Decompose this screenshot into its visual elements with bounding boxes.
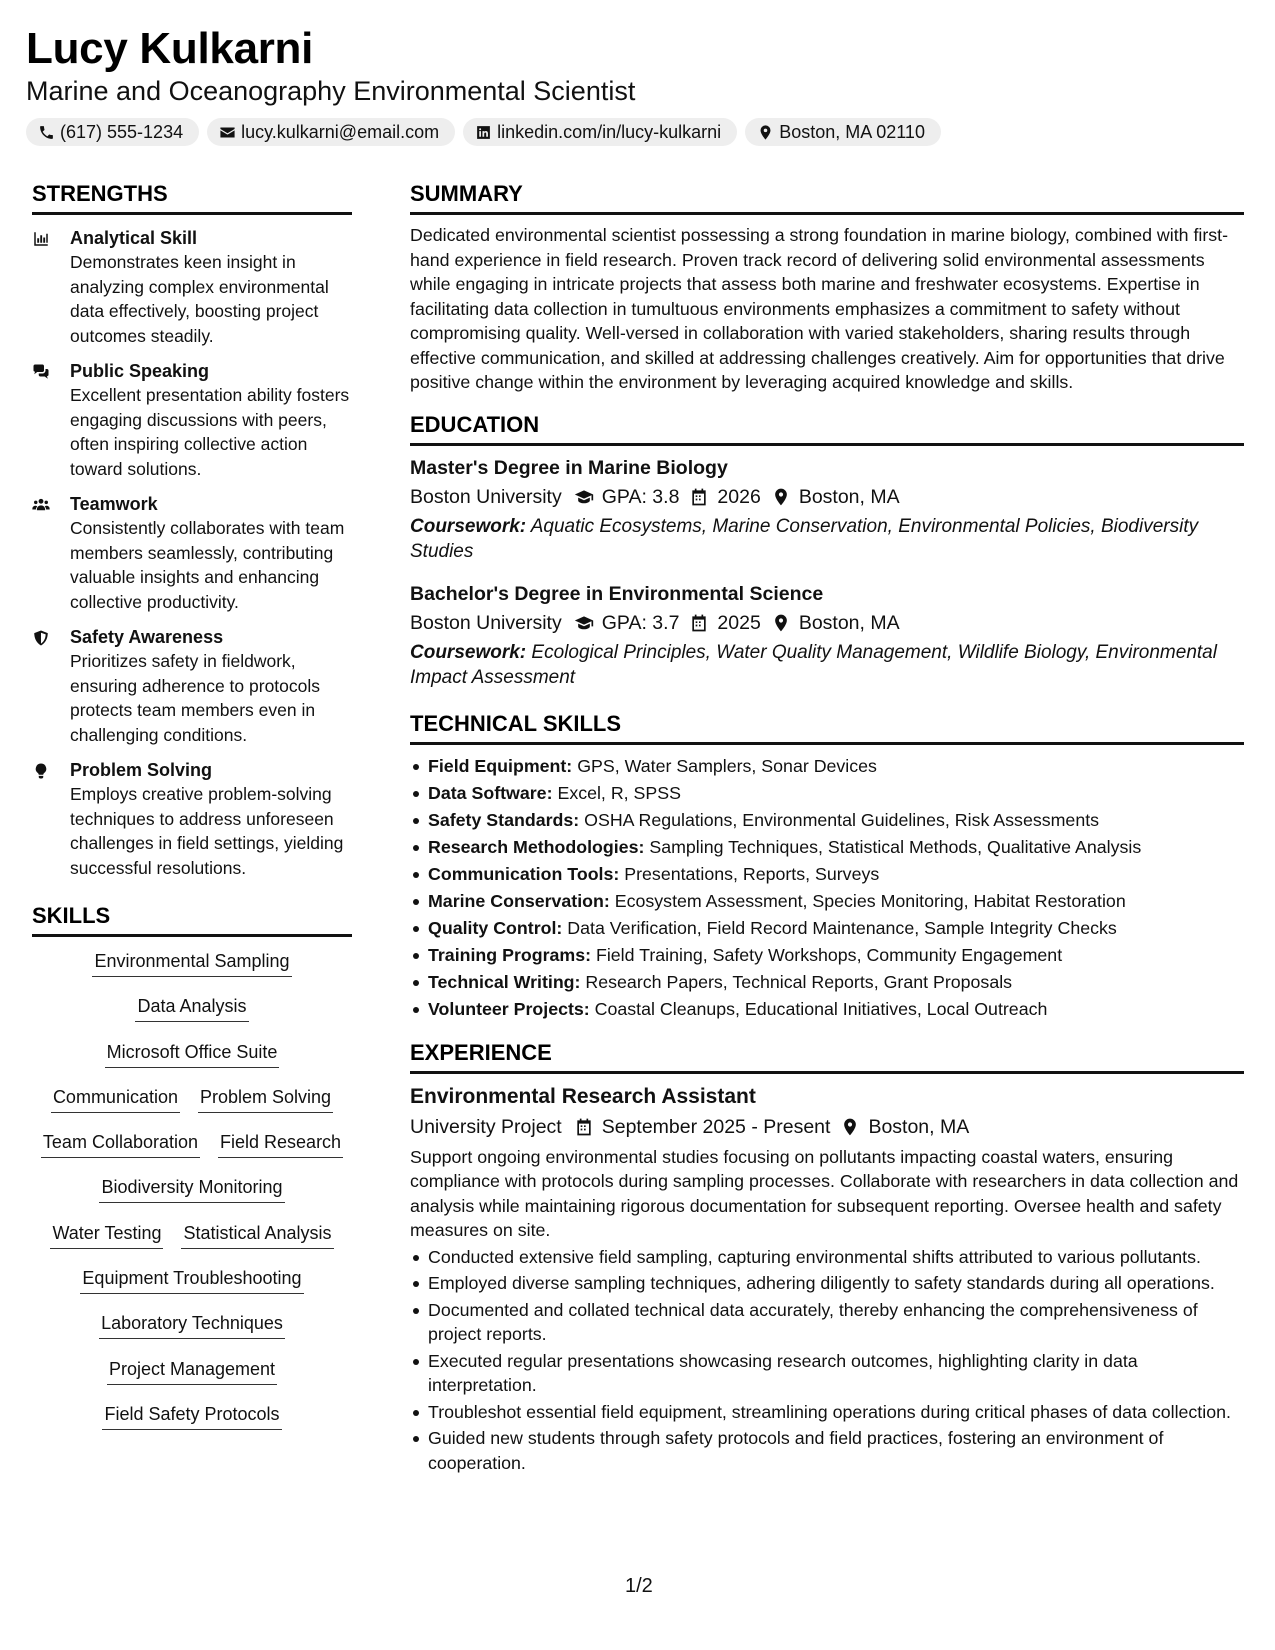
skill-row <box>92 949 291 994</box>
list-item <box>410 942 1244 969</box>
skill-row <box>99 1175 284 1220</box>
skill-row <box>99 1311 285 1356</box>
graduation-year: 2026 <box>717 485 761 508</box>
skill-tag: Water Testing <box>50 1221 163 1249</box>
education-item <box>410 580 1244 690</box>
tech-skill-value: Presentations, Reports, Surveys <box>624 863 880 884</box>
job-bullets <box>410 1245 1244 1476</box>
tech-skill-value: OSHA Regulations, Environmental Guidelines, Risk Assessments <box>584 809 1100 830</box>
strength-title: Problem Solving <box>70 760 213 780</box>
page-number: 1/2 <box>625 1575 653 1597</box>
summary-heading: SUMMARY <box>410 180 1244 215</box>
skill-row <box>51 1085 333 1130</box>
location-pin-icon <box>771 613 791 633</box>
strength-item <box>32 759 352 880</box>
left-column <box>32 180 352 1447</box>
contact-bar <box>26 118 1256 146</box>
strength-desc: Excellent presentation ability fosters engaging discussions with peers, often inspiring collective action toward solutions. <box>70 385 350 479</box>
tech-skill-label: Technical Writing: <box>428 971 581 992</box>
contact-phone-text: (617) 555-1234 <box>60 121 184 142</box>
envelope-icon <box>219 124 236 141</box>
education-meta <box>410 482 1244 512</box>
skill-tag: Equipment Troubleshooting <box>80 1266 303 1294</box>
list-item <box>410 861 1244 888</box>
gpa: GPA: 3.8 <box>601 485 680 508</box>
job-org: University Project <box>410 1115 562 1138</box>
strength-title: Safety Awareness <box>70 627 224 647</box>
graduation-year: 2025 <box>717 611 761 634</box>
coursework <box>410 640 1244 690</box>
technical-skills-list <box>410 753 1244 1023</box>
tech-skill-value: Sampling Techniques, Statistical Methods, Qualitative Analysis <box>649 836 1142 857</box>
skill-tag: Team Collaboration <box>41 1130 200 1158</box>
summary-text: Dedicated environmental scientist possessing a strong foundation in marine biology, combined with first-hand experience in field research. Proven track record of delivering solid environmental assessments while engaging in intricate projects that assess both marine and freshwater ecosystems. Expertise in facilitating data collection in tumultuous environments emphasizes a commitment to safety without compromising quality. Well-versed in collaboration with varied stakeholders, sharing results through effective communication, and skilled at addressing challenges creatively. Aim for opportunities that drive positive change within the environment by leveraging acquired knowledge and skills. <box>410 225 1229 392</box>
tech-skill-label: Training Programs: <box>428 944 592 965</box>
location-pin-icon <box>757 124 774 141</box>
list-item <box>410 888 1244 915</box>
list-item: Conducted extensive field sampling, capturing environmental shifts attributed to various pollutants. <box>410 1245 1244 1270</box>
coursework-list: Aquatic Ecosystems, Marine Conservation, Environmental Policies, Biodiversity Studies <box>410 515 1199 562</box>
skill-row <box>80 1266 303 1311</box>
skill-tag: Microsoft Office Suite <box>105 1040 280 1068</box>
skill-tag: Data Analysis <box>135 994 248 1022</box>
calendar-icon <box>689 613 709 633</box>
strength-title: Public Speaking <box>70 361 210 381</box>
shield-icon <box>32 629 50 647</box>
list-item <box>410 807 1244 834</box>
strength-desc: Prioritizes safety in fieldwork, ensuring adherence to protocols protects team members even in challenging conditions. <box>70 651 321 745</box>
list-item <box>410 834 1244 861</box>
location-pin-icon <box>771 487 791 507</box>
skill-tag: Biodiversity Monitoring <box>99 1175 284 1203</box>
list-item <box>410 915 1244 942</box>
strength-desc: Demonstrates keen insight in analyzing complex environmental data effectively, boosting project outcomes steadily. <box>70 252 329 346</box>
strength-item <box>32 626 352 747</box>
school-name: Boston University <box>410 611 562 634</box>
skill-tag: Field Research <box>218 1130 343 1158</box>
strength-item <box>32 493 352 614</box>
education-item <box>410 454 1244 564</box>
tech-skill-value: GPS, Water Samplers, Sonar Devices <box>577 755 877 776</box>
tech-skill-label: Volunteer Projects: <box>428 998 590 1019</box>
degree-title: Master's Degree in Marine Biology <box>410 456 728 479</box>
contact-location-text: Boston, MA 02110 <box>779 121 925 142</box>
list-item: Executed regular presentations showcasing research outcomes, highlighting clarity in data interpretation. <box>410 1349 1244 1398</box>
speech-bubbles-icon <box>32 363 50 381</box>
list-item <box>410 780 1244 807</box>
education-heading: EDUCATION <box>410 411 1244 446</box>
strength-item <box>32 227 352 348</box>
tech-skill-label: Field Equipment: <box>428 755 573 776</box>
gpa: GPA: 3.7 <box>601 611 680 634</box>
contact-linkedin[interactable] <box>463 118 737 146</box>
lightbulb-icon <box>32 762 50 780</box>
skill-tag: Environmental Sampling <box>92 949 291 977</box>
contact-email-text: lucy.kulkarni@email.com <box>241 121 440 142</box>
candidate-name: Lucy Kulkarni <box>26 24 314 73</box>
contact-linkedin-text: linkedin.com/in/lucy-kulkarni <box>497 121 722 142</box>
school-location: Boston, MA <box>798 485 900 508</box>
calendar-icon <box>574 1117 594 1137</box>
list-item <box>410 753 1244 780</box>
bar-chart-icon <box>32 230 50 248</box>
skill-tag: Field Safety Protocols <box>102 1402 281 1430</box>
users-icon <box>32 496 50 514</box>
skill-tag: Statistical Analysis <box>181 1221 333 1249</box>
tech-skill-value: Data Verification, Field Record Maintenance, Sample Integrity Checks <box>567 917 1117 938</box>
degree-title: Bachelor's Degree in Environmental Science <box>410 582 824 605</box>
experience-item <box>410 1082 1244 1476</box>
tech-skill-label: Communication Tools: <box>428 863 620 884</box>
job-description: Support ongoing environmental studies focusing on pollutants impacting coastal waters, ensuring compliance with protocols during sampling processes. Collaborate with researchers in data collection and analysis while maintaining rigorous documentation for subsequent reporting. Oversee health and safety measures on site. <box>410 1146 1239 1240</box>
list-item <box>410 969 1244 996</box>
technical-skills-heading: TECHNICAL SKILLS <box>410 710 1244 745</box>
strengths-heading: STRENGTHS <box>32 180 352 215</box>
skill-row <box>135 994 248 1039</box>
contact-phone[interactable] <box>26 118 199 146</box>
tech-skill-value: Ecosystem Assessment, Species Monitoring, Habitat Restoration <box>614 890 1126 911</box>
tech-skill-label: Data Software: <box>428 782 553 803</box>
skill-row <box>41 1130 343 1175</box>
resume-header <box>26 22 1256 146</box>
skills-heading: SKILLS <box>32 902 352 937</box>
graduation-cap-icon <box>574 613 594 633</box>
tech-skill-value: Research Papers, Technical Reports, Grant Proposals <box>585 971 1013 992</box>
tech-skill-label: Quality Control: <box>428 917 563 938</box>
phone-icon <box>38 124 55 141</box>
job-title: Environmental Research Assistant <box>410 1084 756 1108</box>
contact-email[interactable] <box>207 118 455 146</box>
skill-tag: Project Management <box>107 1357 277 1385</box>
strength-desc: Consistently collaborates with team members seamlessly, contributing valuable insights and enhancing collective productivity. <box>70 518 345 612</box>
graduation-cap-icon <box>574 487 594 507</box>
skill-row <box>50 1221 333 1266</box>
strength-desc: Employs creative problem-solving techniques to address unforeseen challenges in field settings, yielding successful resolutions. <box>70 784 344 878</box>
tech-skill-label: Marine Conservation: <box>428 890 610 911</box>
experience-heading: EXPERIENCE <box>410 1039 1244 1074</box>
list-item: Guided new students through safety protocols and field practices, fostering an environment of cooperation. <box>410 1426 1244 1475</box>
tech-skill-label: Safety Standards: <box>428 809 580 830</box>
right-column <box>410 180 1244 1477</box>
skill-tag: Laboratory Techniques <box>99 1311 285 1339</box>
contact-location <box>745 118 941 146</box>
list-item: Employed diverse sampling techniques, adhering diligently to safety standards during all operations. <box>410 1271 1244 1296</box>
school-location: Boston, MA <box>798 611 900 634</box>
skill-row <box>102 1402 281 1447</box>
location-pin-icon <box>840 1117 860 1137</box>
list-item: Documented and collated technical data accurately, thereby enhancing the comprehensiveness of project reports. <box>410 1298 1244 1347</box>
coursework <box>410 514 1244 564</box>
calendar-icon <box>689 487 709 507</box>
job-meta <box>410 1112 1244 1142</box>
skill-row <box>107 1357 277 1402</box>
linkedin-icon <box>475 124 492 141</box>
strength-title: Teamwork <box>70 494 158 514</box>
strength-item <box>32 360 352 481</box>
job-location: Boston, MA <box>868 1115 970 1138</box>
tech-skill-label: Research Methodologies: <box>428 836 645 857</box>
list-item: Troubleshot essential field equipment, streamlining operations during critical phases of data collection. <box>410 1400 1244 1425</box>
skill-tag: Problem Solving <box>198 1085 333 1113</box>
coursework-label: Coursework: <box>410 515 527 537</box>
education-meta <box>410 608 1244 638</box>
coursework-list: Ecological Principles, Water Quality Management, Wildlife Biology, Environmental Impact Assessment <box>410 641 1217 688</box>
school-name: Boston University <box>410 485 562 508</box>
strength-title: Analytical Skill <box>70 228 198 248</box>
tech-skill-value: Coastal Cleanups, Educational Initiatives, Local Outreach <box>594 998 1048 1019</box>
coursework-label: Coursework: <box>410 641 527 663</box>
candidate-title: Marine and Oceanography Environmental Scientist <box>26 76 636 106</box>
skills-list <box>32 949 352 1447</box>
tech-skill-value: Excel, R, SPSS <box>557 782 681 803</box>
list-item <box>410 996 1244 1023</box>
tech-skill-value: Field Training, Safety Workshops, Community Engagement <box>595 944 1063 965</box>
skill-row <box>105 1040 280 1085</box>
skill-tag: Communication <box>51 1085 180 1113</box>
job-dates: September 2025 - Present <box>601 1115 831 1138</box>
